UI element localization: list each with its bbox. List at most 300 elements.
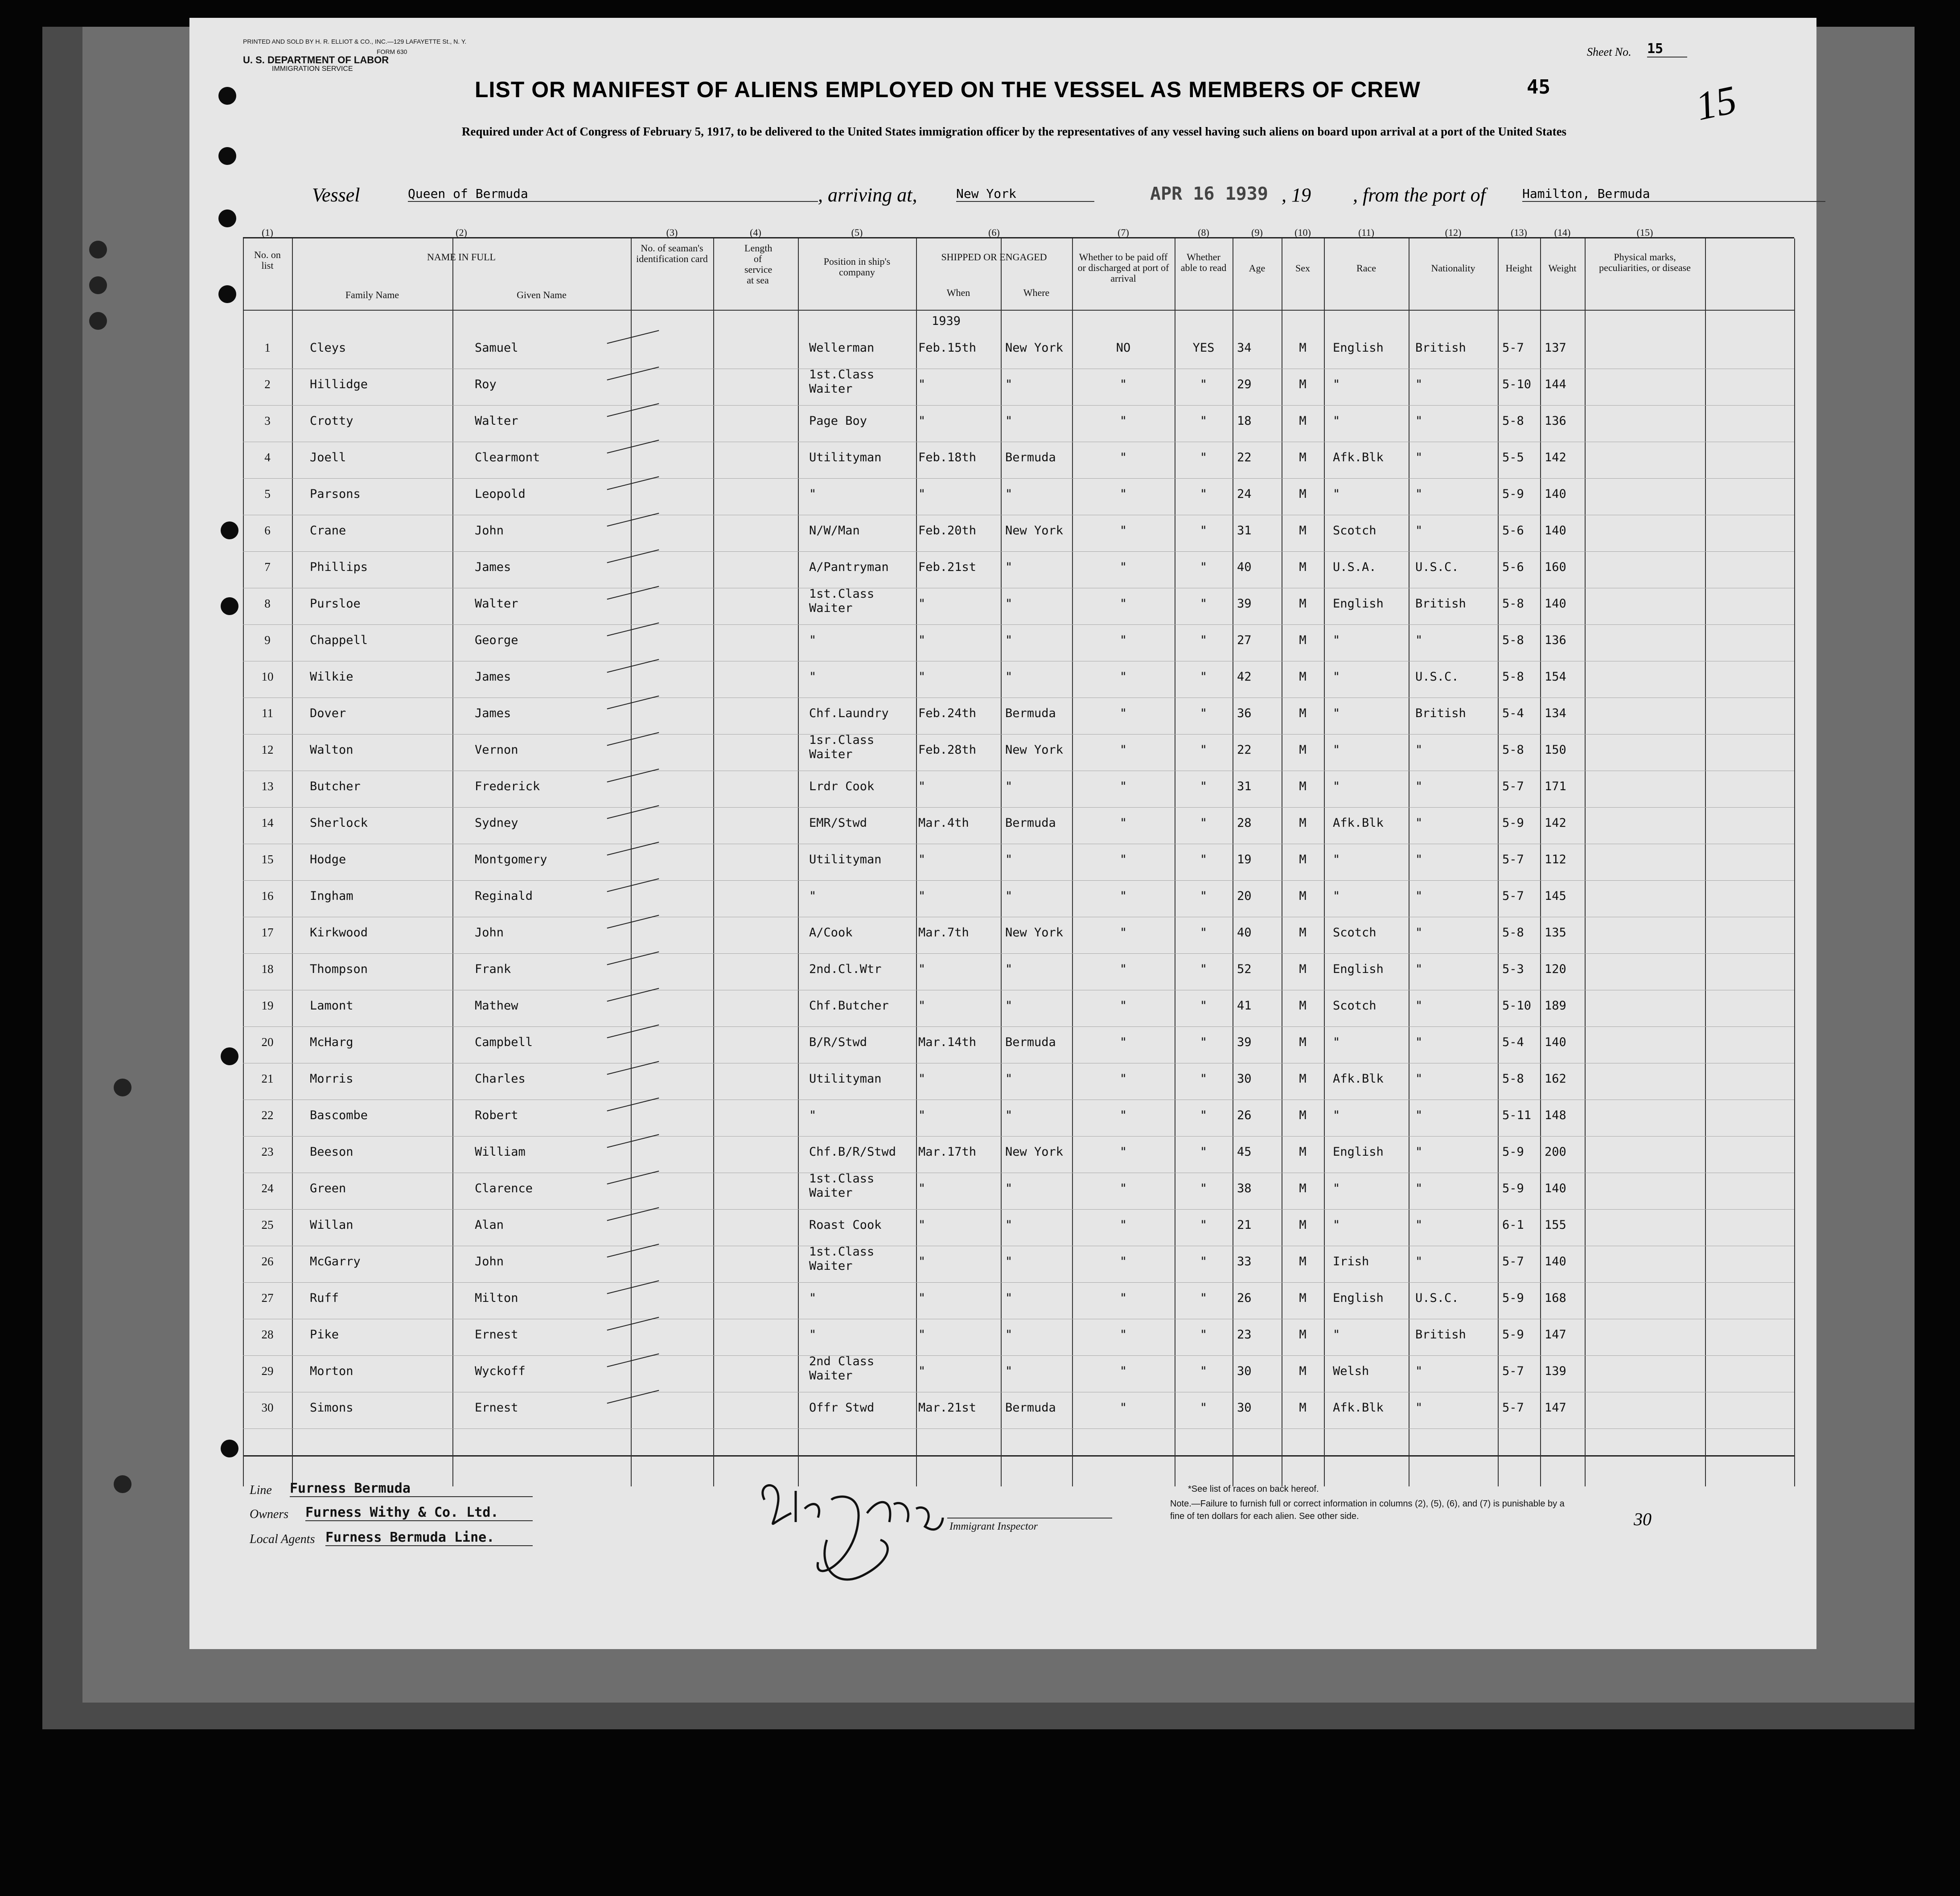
cell-read: " [1200,451,1208,464]
cell-given: Charles [475,1072,526,1086]
local-agents-value: Furness Bermuda Line. [325,1530,533,1546]
col9-number: (9) [1251,227,1263,238]
cell-paid: " [1119,1328,1127,1342]
row-line [243,734,1794,735]
cell-where: Bermuda [1005,451,1056,464]
cell-where: Bermuda [1005,706,1056,720]
cell-no: 11 [262,706,273,720]
cell-age: 28 [1237,816,1252,830]
cell-where: " [1005,1255,1013,1268]
printer-line: PRINTED AND SOLD BY H. R. ELLIOT & CO., INC.—129 LAFAYETTE St., N. Y. [243,38,467,45]
cell-paid: " [1119,414,1127,428]
cell-position [809,587,874,616]
binder-hole [221,597,238,615]
binder-hole [218,87,236,105]
cell-position: Roast Cook [809,1218,882,1232]
cell-family: Hodge [310,853,346,866]
cell-race: " [1333,780,1340,793]
binder-hole [89,312,107,330]
cell-height: 5-7 [1502,780,1524,793]
cell-weight: 155 [1545,1218,1566,1232]
cell-position: Utilityman [809,853,882,866]
count-mark: 30 [1634,1509,1652,1529]
year-note: 1939 [932,314,961,328]
cell-age: 19 [1237,853,1252,866]
cell-race: " [1333,706,1340,720]
cell-age: 31 [1237,780,1252,793]
cell-race: " [1333,633,1340,647]
cell-height: 5-7 [1502,1401,1524,1415]
manifest-sheet [189,18,1816,1649]
cell-where: " [1005,378,1013,391]
inspector-label: Immigrant Inspector [949,1521,1038,1532]
cell-height: 5-6 [1502,524,1524,538]
col13-header: Height [1505,263,1533,274]
cell-where: New York [1005,341,1064,355]
cell-height: 5-8 [1502,414,1524,428]
cell-family: Lamont [310,999,353,1013]
cell-family: Phillips [310,560,368,574]
cell-when: " [918,1291,926,1305]
binder-hole [89,276,107,294]
cell-given: Vernon [475,743,518,757]
cell-given: Milton [475,1291,518,1305]
cell-nat: U.S.C. [1415,670,1459,684]
cell-race: " [1333,1328,1340,1342]
cell-family: Kirkwood [310,926,368,940]
cell-sex: M [1299,633,1307,647]
cell-when: " [918,780,926,793]
cell-height: 5-4 [1502,706,1524,720]
cell-family: Hillidge [310,378,368,391]
cell-sex: M [1299,926,1307,940]
row-line [243,405,1794,406]
cell-sex: M [1299,341,1307,355]
cell-nat: " [1415,1145,1423,1159]
cell-weight: 139 [1545,1364,1566,1378]
cell-age: 22 [1237,743,1252,757]
cell-position [809,368,874,396]
cell-read: " [1200,853,1208,866]
col8-header: Whether able to read [1180,251,1227,273]
cell-age: 30 [1237,1401,1252,1415]
cell-height: 5-10 [1502,378,1532,391]
cell-race: Scotch [1333,524,1377,538]
cell-family: Parsons [310,487,361,501]
cell-where: " [1005,1218,1013,1232]
cell-age: 40 [1237,926,1252,940]
cell-sex: M [1299,1108,1307,1122]
cell-age: 30 [1237,1364,1252,1378]
local-agents-label: Local Agents [250,1532,315,1546]
cell-read: " [1200,487,1208,501]
cell-where: " [1005,1328,1013,1342]
row-line [243,953,1794,954]
cell-sex: M [1299,962,1307,976]
cell-paid: " [1119,1108,1127,1122]
cell-height: 5-8 [1502,926,1524,940]
cell-where: " [1005,1072,1013,1086]
cell-family: Beeson [310,1145,353,1159]
cell-family: Bascombe [310,1108,368,1122]
cell-weight: 147 [1545,1328,1566,1342]
cell-height: 6-1 [1502,1218,1524,1232]
cell-where: New York [1005,743,1064,757]
cell-position: " [809,633,817,647]
cell-family: Willan [310,1218,353,1232]
cell-height: 5-7 [1502,889,1524,903]
cell-read: " [1200,670,1208,684]
cell-weight: 140 [1545,524,1566,538]
cell-position: Chf.Butcher [809,999,889,1013]
cell-read: " [1200,999,1208,1013]
cell-family: Green [310,1182,346,1195]
cell-no: 25 [261,1218,274,1231]
cell-position: Utilityman [809,451,882,464]
column-divider [916,238,917,1486]
position-line: 1st.Class [809,1172,875,1186]
cell-paid: " [1119,451,1127,464]
cell-read: YES [1192,341,1215,355]
cell-where: " [1005,1364,1013,1378]
cell-paid: " [1119,1255,1127,1268]
cell-given: Leopold [475,487,526,501]
position-line: Waiter [809,1369,853,1383]
cell-weight: 140 [1545,597,1566,611]
col3-header: No. of seaman's identification card [636,242,708,264]
cell-nat: " [1415,780,1423,793]
cell-no: 26 [261,1255,274,1268]
cell-age: 40 [1237,560,1252,574]
cell-position: Offr Stwd [809,1401,875,1415]
cell-family: Walton [310,743,353,757]
position-line: Waiter [809,1259,853,1273]
cell-given: Clarence [475,1182,533,1195]
cell-weight: 162 [1545,1072,1566,1086]
cell-no: 1 [264,341,271,354]
cell-when: " [918,414,926,428]
cell-race: English [1333,1145,1384,1159]
row-line [243,478,1794,479]
cell-position [809,1245,874,1273]
cell-where: New York [1005,1145,1064,1159]
cell-given: Reginald [475,889,533,903]
cell-no: 8 [264,597,271,610]
cell-nat: " [1415,633,1423,647]
cell-when: Feb.24th [918,706,977,720]
cell-read: " [1200,1145,1208,1159]
inspector-signature [747,1473,956,1607]
cell-weight: 150 [1545,743,1566,757]
position-line: Waiter [809,601,853,615]
cell-given: Walter [475,597,518,611]
cell-sex: M [1299,560,1307,574]
col2-header: NAME IN FULL [427,251,496,263]
cell-height: 5-3 [1502,962,1524,976]
cell-race: " [1333,378,1340,391]
cell-no: 17 [261,926,274,939]
cell-weight: 144 [1545,378,1566,391]
cell-weight: 200 [1545,1145,1566,1159]
cell-read: " [1200,378,1208,391]
cell-family: McHarg [310,1035,353,1049]
cell-where: " [1005,999,1013,1013]
col12-header: Nationality [1431,263,1475,274]
col1-header: No. on list [254,249,281,271]
cell-nat: " [1415,1255,1423,1268]
cell-height: 5-8 [1502,743,1524,757]
cell-sex: M [1299,1401,1307,1415]
cell-when: " [918,597,926,611]
col10-header: Sex [1295,263,1310,274]
cell-age: 22 [1237,451,1252,464]
binder-hole [218,147,236,165]
position-line: 2nd Class [809,1354,875,1368]
cell-nat: " [1415,816,1423,830]
col2-number: (2) [456,227,467,238]
cell-nat: U.S.C. [1415,1291,1459,1305]
cell-race: " [1333,1182,1340,1195]
races-note: *See list of races on back hereof. [1188,1484,1319,1494]
cell-when: " [918,378,926,391]
cell-height: 5-4 [1502,1035,1524,1049]
cell-race: English [1333,341,1384,355]
cell-race: Afk.Blk [1333,1401,1384,1415]
cell-paid: " [1119,487,1127,501]
sheet-number: 15 [1647,41,1687,57]
cell-given: Frank [475,962,511,976]
cell-where: " [1005,889,1013,903]
row-line [243,1282,1794,1283]
year-label: , 19 [1282,184,1311,206]
cell-nat: " [1415,1401,1423,1415]
line-label: Line [250,1483,272,1497]
col11-header: Race [1356,263,1376,274]
arriving-label: , arriving at, [818,184,917,206]
binder-hole [218,209,236,227]
cell-paid: " [1119,962,1127,976]
cell-sex: M [1299,999,1307,1013]
cell-height: 5-5 [1502,451,1524,464]
row-line [243,551,1794,552]
col15-number: (15) [1636,227,1653,238]
cell-weight: 134 [1545,706,1566,720]
cell-no: 19 [261,999,274,1012]
cell-given: Sydney [475,816,518,830]
cell-race: " [1333,487,1340,501]
cell-age: 26 [1237,1108,1252,1122]
cell-height: 5-9 [1502,816,1524,830]
cell-weight: 112 [1545,853,1566,866]
cell-race: Scotch [1333,926,1377,940]
cell-when: Mar.17th [918,1145,977,1159]
row-line [243,624,1794,625]
cell-age: 21 [1237,1218,1252,1232]
cell-given: William [475,1145,526,1159]
cell-when: Mar.21st [918,1401,977,1415]
cell-given: Alan [475,1218,504,1232]
col6-header: SHIPPED OR ENGAGED [941,251,1047,263]
cell-read: " [1200,1401,1208,1415]
cell-position: N/W/Man [809,524,860,538]
cell-paid: NO [1116,341,1131,355]
cell-height: 5-7 [1502,341,1524,355]
cell-given: Mathew [475,999,518,1013]
column-divider [1324,238,1325,1486]
cell-weight: 154 [1545,670,1566,684]
cell-nat: " [1415,378,1423,391]
cell-weight: 168 [1545,1291,1566,1305]
cell-paid: " [1119,926,1127,940]
cell-when: Feb.15th [918,341,977,355]
cell-position: EMR/Stwd [809,816,867,830]
cell-paid: " [1119,378,1127,391]
cell-given: Campbell [475,1035,533,1049]
cell-when: Feb.21st [918,560,977,574]
cell-paid: " [1119,1035,1127,1049]
cell-when: " [918,853,926,866]
cell-read: " [1200,524,1208,538]
cell-no: 15 [261,853,274,866]
cell-nat: " [1415,962,1423,976]
cell-no: 10 [261,670,274,683]
cell-race: " [1333,889,1340,903]
cell-position: " [809,889,817,903]
cell-position: " [809,487,817,501]
cell-family: Sherlock [310,816,368,830]
cell-sex: M [1299,1328,1307,1342]
cell-race: English [1333,962,1384,976]
column-divider [798,238,799,1486]
cell-race: Welsh [1333,1364,1369,1378]
col8-number: (8) [1198,227,1209,238]
cell-nat: British [1415,341,1466,355]
cell-family: Simons [310,1401,353,1415]
cell-age: 24 [1237,487,1252,501]
cell-age: 42 [1237,670,1252,684]
cell-sex: M [1299,780,1307,793]
cell-family: Morton [310,1364,353,1378]
cell-family: Crotty [310,414,353,428]
cell-read: " [1200,1072,1208,1086]
cell-position: Lrdr Cook [809,780,875,793]
cell-no: 14 [261,816,274,829]
binder-hole [218,285,236,303]
cell-family: Pike [310,1328,339,1342]
row-line [243,1209,1794,1210]
manifest-title: LIST OR MANIFEST OF ALIENS EMPLOYED ON THE VESSEL AS MEMBERS OF CREW [475,77,1421,102]
cell-given: John [475,926,504,940]
cell-where: " [1005,1108,1013,1122]
row-line [243,1355,1794,1356]
cell-no: 30 [261,1401,274,1414]
cell-read: " [1200,1035,1208,1049]
cell-when: " [918,1218,926,1232]
col14-number: (14) [1554,227,1571,238]
sheet-label: Sheet No. [1587,45,1631,58]
manifest-subtitle: Required under Act of Congress of February 5, 1917, to be delivered to the United States immigration officer by the representatives of any vessel having such aliens on board upon arrival at a port of the United States [461,125,1567,138]
cell-age: 41 [1237,999,1252,1013]
cell-position [809,733,874,762]
cell-position: " [809,1108,817,1122]
cell-paid: " [1119,524,1127,538]
cell-nat: " [1415,524,1423,538]
cell-sex: M [1299,1291,1307,1305]
cell-race: Afk.Blk [1333,816,1384,830]
cell-paid: " [1119,1218,1127,1232]
cell-read: " [1200,780,1208,793]
cell-height: 5-9 [1502,1291,1524,1305]
cell-position: Utilityman [809,1072,882,1086]
cell-when: " [918,1255,926,1268]
cell-race: " [1333,1108,1340,1122]
owners-label: Owners [250,1507,289,1521]
binder-hole [89,241,107,259]
cell-no: 13 [261,780,274,793]
cell-nat: " [1415,1108,1423,1122]
cell-family: Dover [310,706,346,720]
cell-height: 5-7 [1502,1364,1524,1378]
date-stamp: APR 16 1939 [1150,184,1268,204]
cell-race: " [1333,743,1340,757]
col6-number: (6) [988,227,1000,238]
cell-sex: M [1299,1218,1307,1232]
cell-given: Samuel [475,341,518,355]
handwritten-mark: 15 [1692,77,1741,129]
cell-age: 31 [1237,524,1252,538]
position-line: 1st.Class [809,368,875,382]
cell-when: " [918,670,926,684]
col2b-header: Given Name [517,289,567,300]
cell-age: 33 [1237,1255,1252,1268]
cell-where: " [1005,560,1013,574]
cell-paid: " [1119,597,1127,611]
column-divider [631,238,632,1486]
cell-when: " [918,487,926,501]
cell-race: " [1333,1218,1340,1232]
cell-when: " [918,999,926,1013]
cell-paid: " [1119,999,1127,1013]
cell-nat: " [1415,889,1423,903]
cell-family: Cleys [310,341,346,355]
cell-when: " [918,889,926,903]
position-line: Waiter [809,1186,853,1200]
cell-height: 5-9 [1502,1182,1524,1195]
cell-no: 6 [264,524,271,537]
cell-height: 5-10 [1502,999,1532,1013]
cell-weight: 148 [1545,1108,1566,1122]
cell-nat: British [1415,706,1466,720]
row-line [243,1428,1794,1429]
col5-number: (5) [851,227,863,238]
cell-race: Afk.Blk [1333,1072,1384,1086]
line-value: Furness Bermuda [290,1481,533,1497]
cell-height: 5-8 [1502,1072,1524,1086]
cell-no: 3 [264,414,271,427]
row-line [243,807,1794,808]
cell-paid: " [1119,1291,1127,1305]
cell-paid: " [1119,670,1127,684]
cell-when: Mar.7th [918,926,969,940]
cell-read: " [1200,1364,1208,1378]
cell-where: " [1005,633,1013,647]
cell-when: " [918,1364,926,1378]
column-divider [1705,238,1706,1486]
column-divider [1540,238,1541,1486]
cell-no: 23 [261,1145,274,1158]
col6a-header: When [946,287,970,298]
cell-nat: " [1415,414,1423,428]
